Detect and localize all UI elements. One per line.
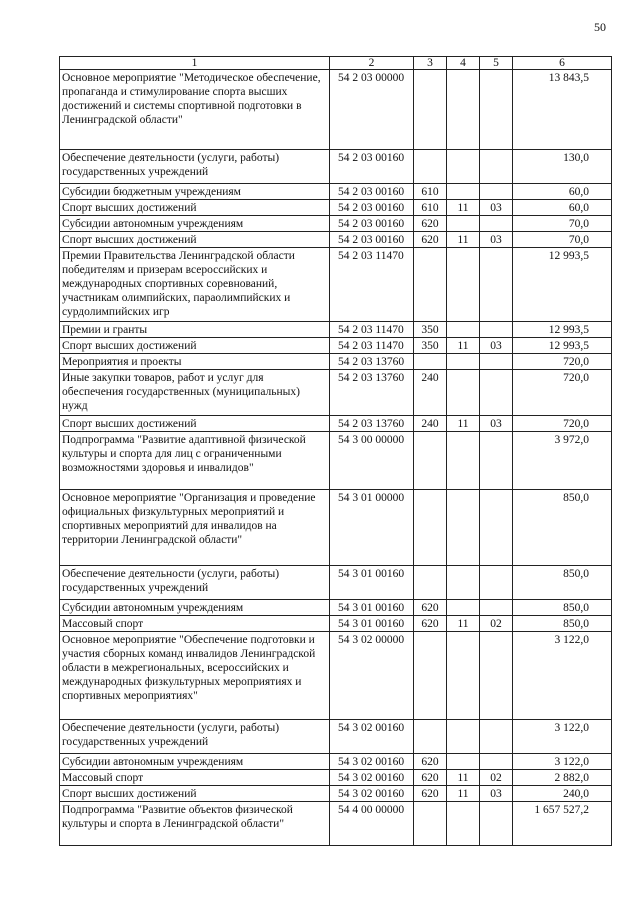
row-expense-type <box>414 432 447 490</box>
row-subsection: 02 <box>480 770 513 786</box>
row-expense-type <box>414 70 447 150</box>
row-name: Спорт высших достижений <box>60 232 330 248</box>
column-header: 5 <box>480 57 513 70</box>
row-amount: 850,0 <box>513 616 612 632</box>
row-code: 54 2 03 13760 <box>330 354 414 370</box>
row-code: 54 3 02 00000 <box>330 632 414 720</box>
row-section <box>447 216 480 232</box>
row-section <box>447 600 480 616</box>
row-section <box>447 566 480 600</box>
row-code: 54 3 02 00160 <box>330 754 414 770</box>
row-amount: 850,0 <box>513 490 612 566</box>
row-section <box>447 70 480 150</box>
row-subsection: 03 <box>480 232 513 248</box>
row-name: Подпрограмма "Развитие адаптивной физической культуры и спорта для лиц с ограниченными возможностями здоровья и инвалидов" <box>60 432 330 490</box>
row-name: Обеспечение деятельности (услуги, работы) государственных учреждений <box>60 720 330 754</box>
table-row <box>60 184 612 200</box>
row-subsection <box>480 754 513 770</box>
row-name: Обеспечение деятельности (услуги, работы) государственных учреждений <box>60 150 330 184</box>
row-expense-type: 620 <box>414 754 447 770</box>
row-section: 11 <box>447 616 480 632</box>
row-subsection <box>480 354 513 370</box>
row-amount: 12 993,5 <box>513 322 612 338</box>
table-header-row <box>60 57 612 70</box>
row-subsection: 03 <box>480 338 513 354</box>
table-row <box>60 338 612 354</box>
row-code: 54 2 03 00160 <box>330 232 414 248</box>
table-row <box>60 322 612 338</box>
table-row <box>60 248 612 322</box>
table-row <box>60 632 612 720</box>
row-code: 54 2 03 00160 <box>330 200 414 216</box>
row-name: Обеспечение деятельности (услуги, работы) государственных учреждений <box>60 566 330 600</box>
row-code: 54 2 03 00000 <box>330 70 414 150</box>
row-expense-type <box>414 150 447 184</box>
row-code: 54 2 03 00160 <box>330 216 414 232</box>
row-subsection <box>480 600 513 616</box>
page-number: 50 <box>594 20 606 34</box>
row-name: Субсидии автономным учреждениям <box>60 600 330 616</box>
row-section <box>447 802 480 846</box>
row-code: 54 3 01 00000 <box>330 490 414 566</box>
row-name: Основное мероприятие "Организация и проведение официальных физкультурных мероприятий и спортивных мероприятий для инвалидов на территории Ленинградской области" <box>60 490 330 566</box>
row-subsection <box>480 150 513 184</box>
row-name: Спорт высших достижений <box>60 786 330 802</box>
table-row <box>60 600 612 616</box>
column-header: 6 <box>513 57 612 70</box>
row-expense-type <box>414 566 447 600</box>
table-row <box>60 490 612 566</box>
row-code: 54 2 03 11470 <box>330 338 414 354</box>
row-name: Спорт высших достижений <box>60 338 330 354</box>
table-row <box>60 370 612 416</box>
row-expense-type: 350 <box>414 338 447 354</box>
row-amount: 3 122,0 <box>513 720 612 754</box>
row-subsection <box>480 248 513 322</box>
row-code: 54 3 01 00160 <box>330 566 414 600</box>
row-subsection <box>480 184 513 200</box>
table-row <box>60 432 612 490</box>
row-expense-type: 240 <box>414 416 447 432</box>
column-header: 2 <box>330 57 414 70</box>
table-row <box>60 754 612 770</box>
row-subsection: 03 <box>480 416 513 432</box>
row-section: 11 <box>447 338 480 354</box>
row-code: 54 3 01 00160 <box>330 600 414 616</box>
row-amount: 70,0 <box>513 216 612 232</box>
row-amount: 720,0 <box>513 354 612 370</box>
row-expense-type <box>414 802 447 846</box>
row-expense-type: 610 <box>414 200 447 216</box>
row-subsection <box>480 432 513 490</box>
row-subsection <box>480 720 513 754</box>
row-amount: 2 882,0 <box>513 770 612 786</box>
row-amount: 60,0 <box>513 200 612 216</box>
row-subsection: 03 <box>480 200 513 216</box>
table-row <box>60 216 612 232</box>
row-name: Иные закупки товаров, работ и услуг для обеспечения государственных (муниципальных) нужд <box>60 370 330 416</box>
row-name: Мероприятия и проекты <box>60 354 330 370</box>
row-name: Массовый спорт <box>60 616 330 632</box>
table-row <box>60 616 612 632</box>
row-code: 54 2 03 11470 <box>330 322 414 338</box>
table-row <box>60 770 612 786</box>
row-code: 54 3 02 00160 <box>330 786 414 802</box>
row-code: 54 2 03 13760 <box>330 416 414 432</box>
row-expense-type: 620 <box>414 216 447 232</box>
row-section <box>447 720 480 754</box>
column-header: 3 <box>414 57 447 70</box>
row-subsection <box>480 566 513 600</box>
table-row <box>60 786 612 802</box>
row-section <box>447 370 480 416</box>
table-row <box>60 232 612 248</box>
row-amount: 130,0 <box>513 150 612 184</box>
table-row <box>60 200 612 216</box>
row-subsection: 02 <box>480 616 513 632</box>
row-amount: 240,0 <box>513 786 612 802</box>
row-code: 54 3 00 00000 <box>330 432 414 490</box>
row-name: Спорт высших достижений <box>60 200 330 216</box>
row-name: Премии Правительства Ленинградской области победителям и призерам всероссийских и международных спортивных соревнований, участникам олимпийских, параолимпийских и сурдолимпийских игр <box>60 248 330 322</box>
row-subsection <box>480 632 513 720</box>
row-section: 11 <box>447 232 480 248</box>
row-expense-type: 620 <box>414 770 447 786</box>
row-name: Подпрограмма "Развитие объектов физической культуры и спорта в Ленинградской области" <box>60 802 330 846</box>
row-subsection <box>480 70 513 150</box>
table-row <box>60 802 612 846</box>
column-header: 1 <box>60 57 330 70</box>
row-subsection <box>480 370 513 416</box>
row-name: Субсидии автономным учреждениям <box>60 754 330 770</box>
row-subsection <box>480 802 513 846</box>
table-row <box>60 150 612 184</box>
row-amount: 12 993,5 <box>513 338 612 354</box>
row-expense-type <box>414 248 447 322</box>
row-code: 54 3 01 00160 <box>330 616 414 632</box>
row-section <box>447 632 480 720</box>
row-name: Основное мероприятие "Методическое обеспечение, пропаганда и стимулирование спорта высших достижений и системы спортивной подготовки в Ленинградской области" <box>60 70 330 150</box>
row-name: Массовый спорт <box>60 770 330 786</box>
table-row <box>60 720 612 754</box>
row-amount: 3 122,0 <box>513 632 612 720</box>
budget-table <box>59 56 612 846</box>
row-code: 54 3 02 00160 <box>330 720 414 754</box>
row-amount: 60,0 <box>513 184 612 200</box>
row-amount: 720,0 <box>513 370 612 416</box>
row-amount: 12 993,5 <box>513 248 612 322</box>
row-section: 11 <box>447 416 480 432</box>
row-section: 11 <box>447 200 480 216</box>
row-code: 54 4 00 00000 <box>330 802 414 846</box>
row-expense-type <box>414 632 447 720</box>
row-expense-type: 350 <box>414 322 447 338</box>
row-amount: 850,0 <box>513 600 612 616</box>
row-subsection <box>480 322 513 338</box>
row-name: Субсидии бюджетным учреждениям <box>60 184 330 200</box>
row-expense-type: 620 <box>414 600 447 616</box>
row-code: 54 2 03 11470 <box>330 248 414 322</box>
row-amount: 850,0 <box>513 566 612 600</box>
row-section <box>447 248 480 322</box>
row-amount: 1 657 527,2 <box>513 802 612 846</box>
row-code: 54 2 03 00160 <box>330 150 414 184</box>
row-expense-type: 610 <box>414 184 447 200</box>
row-subsection <box>480 490 513 566</box>
row-subsection <box>480 216 513 232</box>
row-code: 54 2 03 00160 <box>330 184 414 200</box>
row-section <box>447 490 480 566</box>
row-expense-type: 620 <box>414 232 447 248</box>
row-amount: 70,0 <box>513 232 612 248</box>
table-row <box>60 70 612 150</box>
row-code: 54 2 03 13760 <box>330 370 414 416</box>
row-amount: 13 843,5 <box>513 70 612 150</box>
row-name: Субсидии автономным учреждениям <box>60 216 330 232</box>
row-expense-type <box>414 720 447 754</box>
row-subsection: 03 <box>480 786 513 802</box>
row-section: 11 <box>447 786 480 802</box>
row-name: Премии и гранты <box>60 322 330 338</box>
row-section <box>447 322 480 338</box>
row-name: Спорт высших достижений <box>60 416 330 432</box>
row-expense-type <box>414 490 447 566</box>
row-amount: 3 972,0 <box>513 432 612 490</box>
row-section: 11 <box>447 770 480 786</box>
row-name: Основное мероприятие "Обеспечение подготовки и участия сборных команд инвалидов Ленинградской области в межрегиональных, всероссийских и международных физкультурных мероприятиях и спортивных мероприятиях" <box>60 632 330 720</box>
row-amount: 3 122,0 <box>513 754 612 770</box>
row-amount: 720,0 <box>513 416 612 432</box>
row-expense-type <box>414 354 447 370</box>
row-expense-type: 620 <box>414 616 447 632</box>
table-row <box>60 416 612 432</box>
row-expense-type: 240 <box>414 370 447 416</box>
row-section <box>447 754 480 770</box>
row-section <box>447 432 480 490</box>
row-section <box>447 354 480 370</box>
row-expense-type: 620 <box>414 786 447 802</box>
column-header: 4 <box>447 57 480 70</box>
row-section <box>447 150 480 184</box>
table-row <box>60 354 612 370</box>
table-row <box>60 566 612 600</box>
row-section <box>447 184 480 200</box>
row-code: 54 3 02 00160 <box>330 770 414 786</box>
